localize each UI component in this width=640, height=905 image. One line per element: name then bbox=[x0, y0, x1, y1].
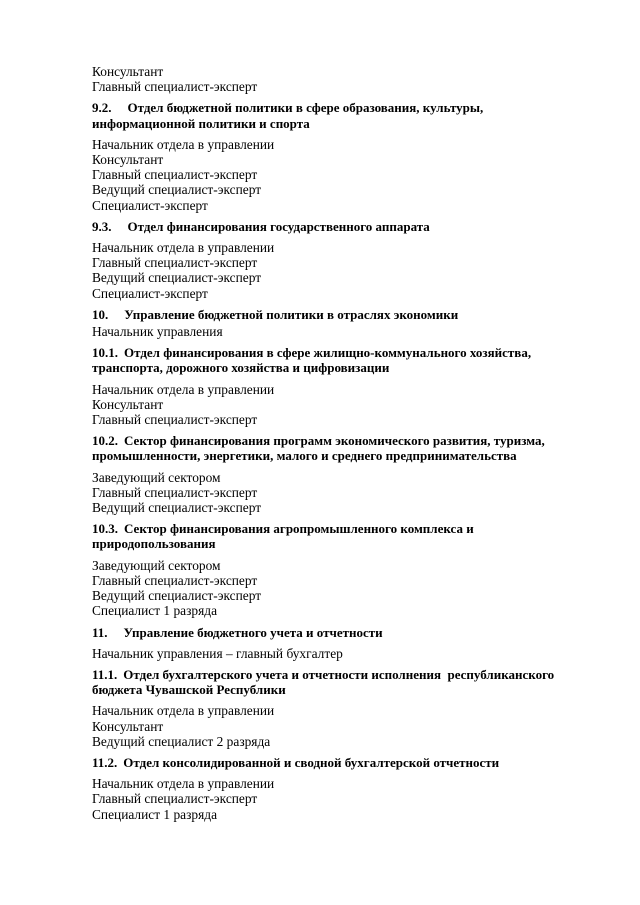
position-line: Начальник отдела в управлении bbox=[92, 136, 275, 152]
position-line: Главный специалист-эксперт bbox=[92, 79, 258, 95]
section-title: Отдел консолидированной и сводной бухгалтерской отчетности bbox=[123, 754, 500, 770]
position-line: Специалист 1 разряда bbox=[92, 806, 218, 822]
section-heading bbox=[92, 521, 612, 551]
heading-line bbox=[92, 360, 612, 375]
position-line: Главный специалист-эксперт bbox=[92, 167, 258, 183]
position-line: Главный специалист-эксперт bbox=[92, 572, 258, 588]
section-heading bbox=[92, 433, 612, 463]
section-number: 9.2. bbox=[92, 100, 112, 116]
section-title: Сектор финансирования программ экономического развития, туризма, bbox=[124, 433, 545, 449]
section-title: Управление бюджетного учета и отчетности bbox=[123, 624, 383, 640]
section-number: 10.2. bbox=[92, 433, 118, 449]
section-number: 10. bbox=[92, 306, 109, 322]
section-11-1 bbox=[92, 667, 612, 749]
section-heading bbox=[92, 625, 612, 640]
heading-line bbox=[92, 682, 612, 697]
section-10-1 bbox=[92, 345, 612, 427]
section-number: 11. bbox=[92, 624, 108, 640]
position-line: Заведующий сектором bbox=[92, 469, 221, 485]
section-title: Отдел финансирования государственного аппарата bbox=[127, 218, 430, 234]
positions-list bbox=[92, 382, 612, 428]
section-heading bbox=[92, 755, 612, 770]
position-line: Специалист-эксперт bbox=[92, 285, 208, 301]
section-number: 11.2. bbox=[92, 754, 118, 770]
position-line: Главный специалист-эксперт bbox=[92, 412, 258, 428]
position-line: Консультант bbox=[92, 396, 164, 412]
section-title: Отдел финансирования в сфере жилищно-коммунального хозяйства, bbox=[124, 345, 532, 361]
heading-line bbox=[92, 100, 612, 115]
position-line: Главный специалист-эксперт bbox=[92, 484, 258, 500]
intro-positions bbox=[92, 64, 612, 94]
positions-list bbox=[92, 646, 612, 661]
section-title: транспорта, дорожного хозяйства и цифровизации bbox=[92, 360, 390, 376]
section-10-2 bbox=[92, 433, 612, 515]
position-line: Начальник управления bbox=[92, 324, 223, 340]
position-line: Ведущий специалист-эксперт bbox=[92, 588, 262, 604]
position-line: Консультант bbox=[92, 152, 164, 168]
positions-list bbox=[92, 240, 612, 301]
position-line: Начальник отдела в управлении bbox=[92, 776, 275, 792]
position-line: Заведующий сектором bbox=[92, 557, 221, 573]
section-10 bbox=[92, 307, 612, 339]
section-number: 10.3. bbox=[92, 521, 118, 537]
positions-list bbox=[92, 137, 612, 213]
heading-line bbox=[92, 433, 612, 448]
position-line: Специалист 1 разряда bbox=[92, 603, 218, 619]
section-title: природопользования bbox=[92, 536, 216, 552]
section-11 bbox=[92, 625, 612, 661]
heading-line bbox=[92, 625, 612, 640]
heading-line bbox=[92, 448, 612, 463]
position-line: Начальник управления – главный бухгалтер bbox=[92, 645, 343, 661]
position-line: Специалист-эксперт bbox=[92, 197, 208, 213]
section-heading bbox=[92, 345, 612, 375]
positions-list bbox=[92, 703, 612, 749]
position-line: Консультант bbox=[92, 718, 164, 734]
positions-list bbox=[92, 470, 612, 516]
position-line: Ведущий специалист-эксперт bbox=[92, 500, 262, 516]
heading-line bbox=[92, 345, 612, 360]
section-title: информационной политики и спорта bbox=[92, 115, 310, 131]
position-line: Ведущий специалист 2 разряда bbox=[92, 733, 271, 749]
section-heading bbox=[92, 100, 612, 130]
heading-line bbox=[92, 307, 612, 322]
position-line: Начальник отдела в управлении bbox=[92, 240, 275, 256]
heading-line bbox=[92, 536, 612, 551]
section-heading bbox=[92, 219, 612, 234]
heading-line bbox=[92, 219, 612, 234]
positions-list bbox=[92, 776, 612, 822]
position-line: Начальник отдела в управлении bbox=[92, 703, 275, 719]
position-line: Консультант bbox=[92, 64, 164, 79]
section-10-3 bbox=[92, 521, 612, 618]
heading-line bbox=[92, 521, 612, 536]
section-title: Отдел бухгалтерского учета и отчетности исполнения республиканского bbox=[123, 666, 555, 682]
section-number: 9.3. bbox=[92, 218, 112, 234]
section-11-2 bbox=[92, 755, 612, 822]
section-9-2 bbox=[92, 100, 612, 212]
position-line: Главный специалист-эксперт bbox=[92, 255, 258, 271]
section-number: 11.1. bbox=[92, 666, 118, 682]
position-line: Главный специалист-эксперт bbox=[92, 791, 258, 807]
positions-list bbox=[92, 324, 612, 339]
sections-container bbox=[92, 100, 612, 821]
position-line: Начальник отдела в управлении bbox=[92, 381, 275, 397]
section-title: бюджета Чувашской Республики bbox=[92, 682, 286, 698]
section-title: Отдел бюджетной политики в сфере образования, культуры, bbox=[127, 100, 484, 116]
position-line: Ведущий специалист-эксперт bbox=[92, 270, 262, 286]
section-9-3 bbox=[92, 219, 612, 301]
section-heading bbox=[92, 667, 612, 697]
positions-list bbox=[92, 558, 612, 619]
position-line: Ведущий специалист-эксперт bbox=[92, 182, 262, 198]
document-page bbox=[92, 64, 612, 822]
section-title: промышленности, энергетики, малого и среднего предпринимательства bbox=[92, 448, 517, 464]
section-title: Управление бюджетной политики в отраслях экономики bbox=[124, 306, 459, 322]
section-title: Сектор финансирования агропромышленного комплекса и bbox=[124, 521, 474, 537]
section-number: 10.1. bbox=[92, 345, 118, 361]
heading-line bbox=[92, 116, 612, 131]
section-heading bbox=[92, 307, 612, 322]
heading-line bbox=[92, 755, 612, 770]
heading-line bbox=[92, 667, 612, 682]
